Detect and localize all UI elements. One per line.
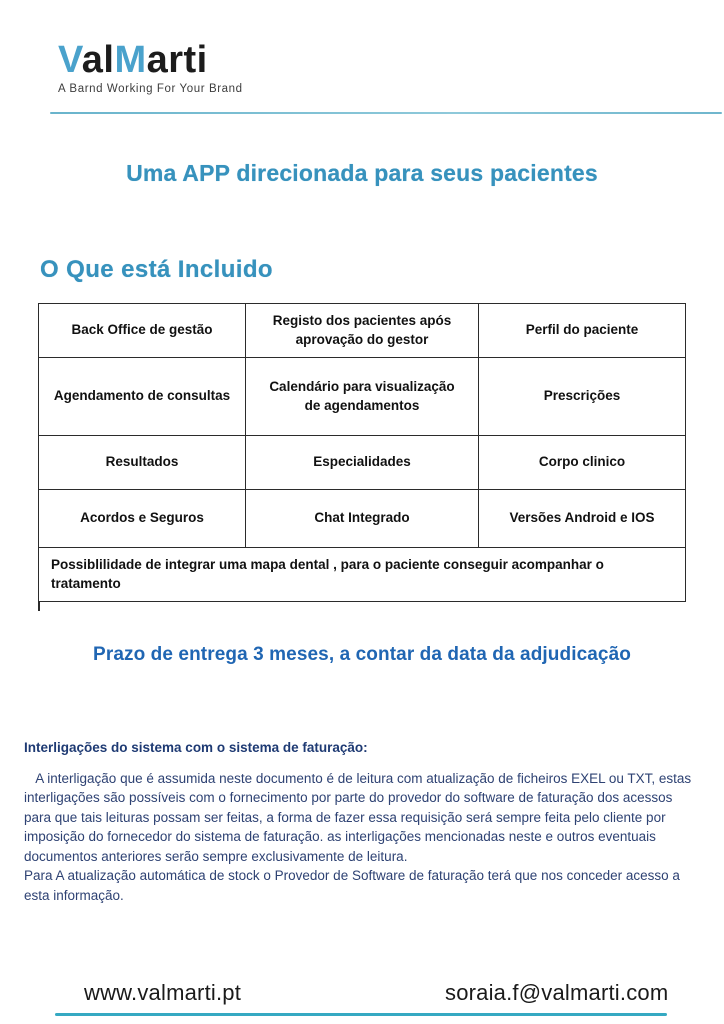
logo-letter-m: M [114, 39, 147, 81]
table-cell: Back Office de gestão [39, 304, 246, 358]
table-cell: Prescrições [478, 358, 685, 436]
features-table [38, 303, 686, 602]
interconnection-paragraph: A interligação que é assumida neste documento é de leitura com atualização de ficheiros EXEL ou TXT, estas interligações são possíveis com o fornecimento por parte do provedor do software de faturação dos acessos para que tais leituras possam ser feitas, a forma de fazer essa requisição será sempre feita pelo cliente por imposição do fornecedor do sistema de faturação. as interligações mencionadas neste e outros eventuais documentos anteriores serão sempre exclusivamente de leitura. [24, 771, 695, 864]
table-row [39, 304, 686, 358]
logo-wordmark [58, 40, 243, 82]
table-cell: Resultados [39, 436, 246, 490]
main-headline: Uma APP direcionada para seus pacientes [126, 160, 598, 186]
valmarti-logo [58, 40, 243, 95]
interconnection-heading: Interligações do sistema com o sistema de faturação: [24, 740, 368, 755]
table-cell: Calendário para visualização de agendamentos [246, 358, 479, 436]
logo-letter-v: V [58, 39, 82, 81]
logo-letters-arti: arti [146, 39, 208, 81]
footer-email: soraia.f@valmarti.com [445, 980, 669, 1005]
table-row [39, 490, 686, 548]
logo-letters-al: al [81, 39, 115, 81]
table-cell: Perfil do paciente [478, 304, 685, 358]
table-cell: Chat Integrado [246, 490, 479, 548]
table-row-fullwidth [39, 548, 686, 602]
table-cell: Especialidades [246, 436, 479, 490]
footer-website: www.valmarti.pt [84, 980, 242, 1005]
logo-tagline: A Barnd Working For Your Brand [58, 82, 243, 95]
delivery-time-note: Prazo de entrega 3 meses, a contar da data da adjudicação [93, 644, 631, 665]
header-divider-line [50, 112, 722, 114]
table-cell: Corpo clinico [478, 436, 685, 490]
table-cell-dental-map-note: Possiblilidade de integrar uma mapa dental , para o paciente conseguir acompanhar o tratamento [39, 548, 686, 602]
table-cell: Versões Android e IOS [478, 490, 685, 548]
interconnection-body [24, 769, 702, 905]
table-row [39, 358, 686, 436]
footer-divider-line [55, 1013, 667, 1016]
table-row [39, 436, 686, 490]
table-cell: Registo dos pacientes após aprovação do gestor [246, 304, 479, 358]
section-title-included: O Que está Incluido [40, 256, 273, 283]
table-cell: Agendamento de consultas [39, 358, 246, 436]
table-border-artifact [38, 601, 40, 611]
table-cell: Acordos e Seguros [39, 490, 246, 548]
interconnection-paragraph: Para A atualização automática de stock o Provedor de Software de faturação terá que nos conceder acesso a esta informação. [24, 868, 684, 903]
